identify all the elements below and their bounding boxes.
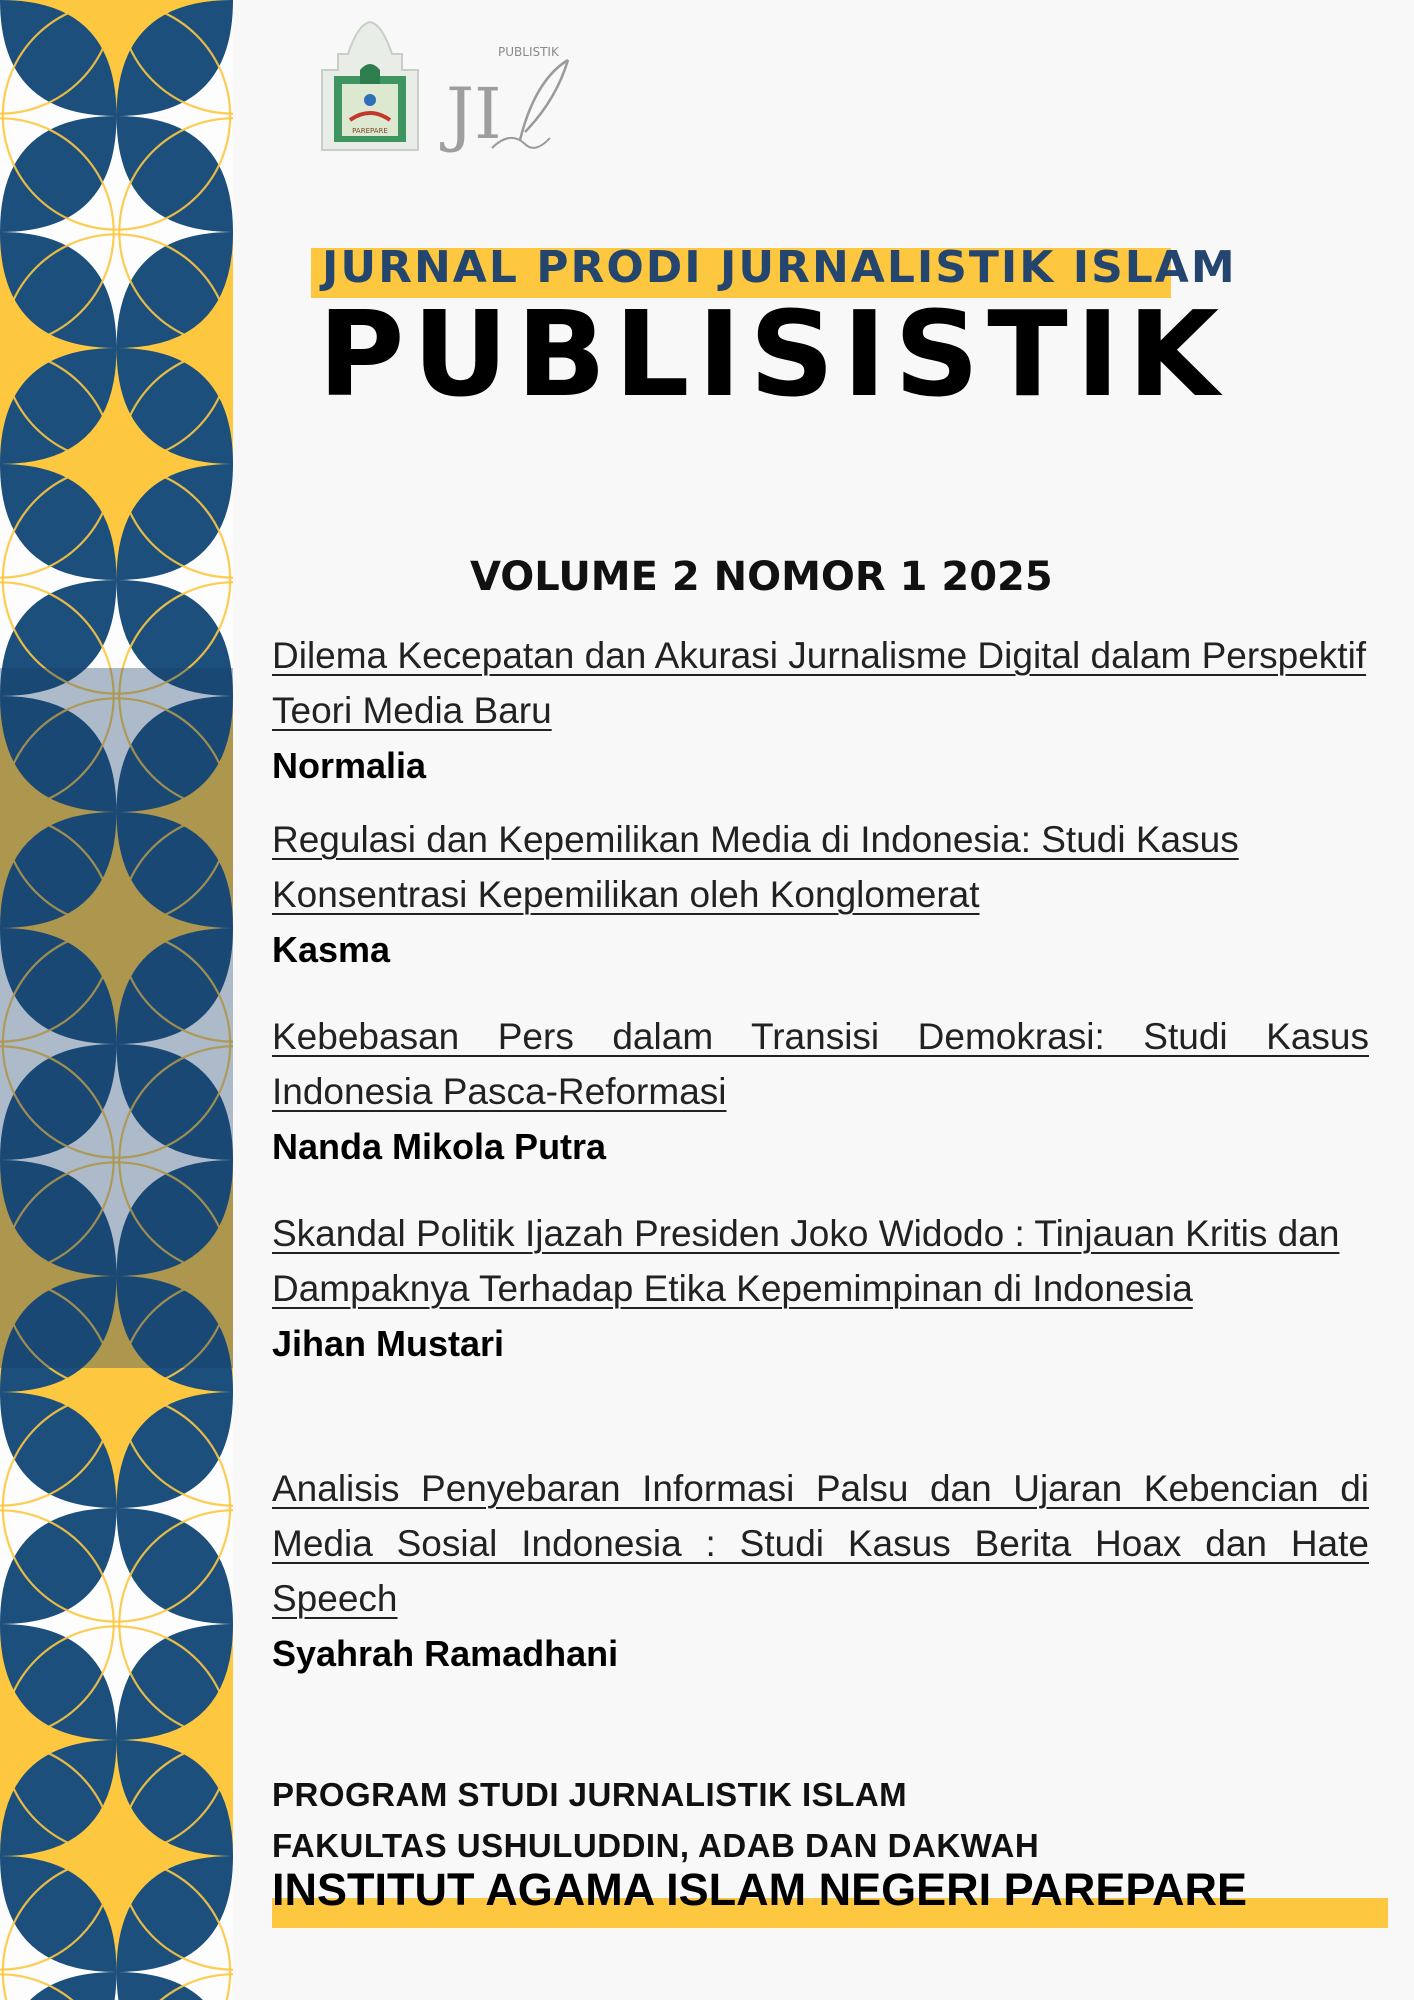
article-item xyxy=(272,1009,1369,1174)
institution-name: INSTITUT AGAMA ISLAM NEGERI PAREPARE xyxy=(272,1864,1248,1915)
article-author: Kasma xyxy=(272,929,391,970)
article-author: Syahrah Ramadhani xyxy=(272,1633,619,1674)
institution-logo-text: PAREPARE xyxy=(352,127,388,135)
journal-title: PUBLISISTIK xyxy=(318,285,1228,423)
journal-logo xyxy=(440,45,568,155)
journal-banner: JURNAL PRODI JURNALISTIK ISLAM xyxy=(322,242,1237,293)
pattern-shade xyxy=(0,668,233,1368)
article-title-link[interactable]: Skandal Politik Ijazah Presiden Joko Widodo : Tinjauan Kritis dan Dampaknya Terhadap Etika Kepemimpinan di Indonesia xyxy=(272,1213,1340,1309)
article-author: Nanda Mikola Putra xyxy=(272,1126,607,1167)
article-title-link[interactable]: Kebebasan Pers dalam Transisi Demokrasi: Studi Kasus Indonesia Pasca-Reformasi xyxy=(272,1016,1369,1112)
quill-icon xyxy=(520,60,568,140)
institution-logo xyxy=(322,22,418,150)
article-author: Jihan Mustari xyxy=(272,1323,505,1364)
article-title-link[interactable]: Regulasi dan Kepemilikan Media di Indonesia: Studi Kasus Konsentrasi Kepemilikan oleh Konglomerat xyxy=(272,819,1239,915)
volume-number: VOLUME 2 NOMOR 1 2025 xyxy=(470,554,1053,600)
journal-logo-text: PUBLISTIK xyxy=(498,45,559,59)
header-logos xyxy=(320,20,580,170)
article-title-link[interactable]: Dilema Kecepatan dan Akurasi Jurnalisme Digital dalam Perspektif Teori Media Baru xyxy=(272,635,1367,731)
article-author: Normalia xyxy=(272,745,427,786)
decorative-pattern xyxy=(0,0,233,2000)
article-item xyxy=(272,628,1369,793)
article-item xyxy=(272,812,1369,977)
journal-logo-letters: JI xyxy=(446,73,502,155)
article-item xyxy=(272,1461,1369,1681)
article-item xyxy=(272,1206,1369,1371)
faculty-name: FAKULTAS USHULUDDIN, ADAB DAN DAKWAH xyxy=(272,1827,1040,1864)
program-name: PROGRAM STUDI JURNALISTIK ISLAM xyxy=(272,1776,908,1813)
article-title-link[interactable]: Analisis Penyebaran Informasi Palsu dan Ujaran Kebencian di Media Sosial Indonesia : Studi Kasus Berita Hoax dan Hate Speech xyxy=(272,1468,1369,1619)
